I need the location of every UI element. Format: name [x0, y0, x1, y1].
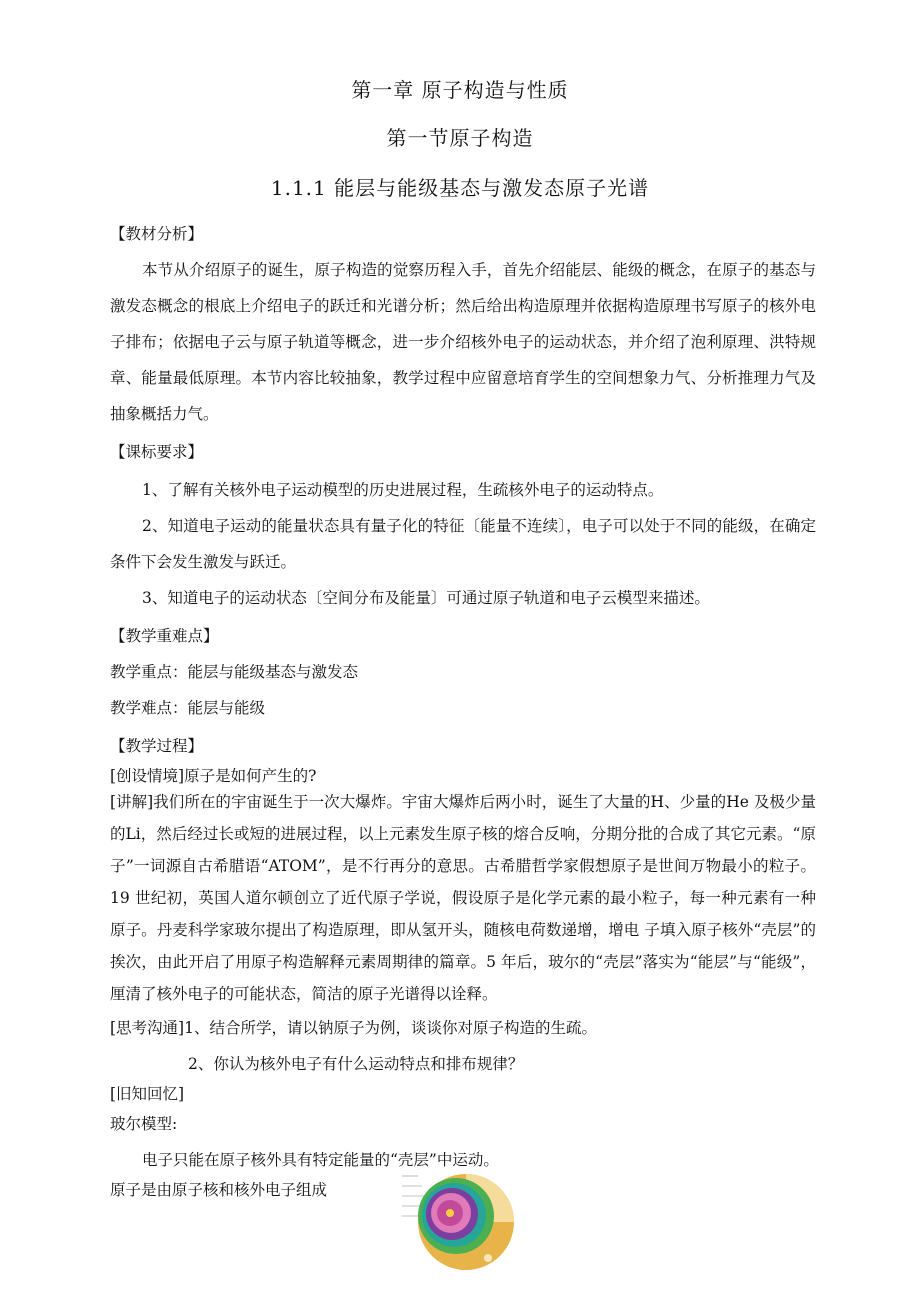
think-question-2: 2、你认为核外电子有什么运动特点和排布规律？ [188, 1055, 524, 1073]
textbook-analysis-body: 本节从介绍原子的诞生，原子构造的觉察历程入手，首先介绍能层、能级的概念，在原子的基态与激发态概念的根底上介绍电子的跃迁和光谱分析；然后给出构造原理并依据构造原理书写原子的核外电子排布；依据电子云与原子轨道等概念，进一步介绍核外电子的运动状态，并介绍了泡利原理、洪特规章、能量最低原理。本节内容比较抽象，教学过程中应留意培育学生的空间想象力气、分析推理力气及抽象概括力气。 [110, 261, 816, 423]
curriculum-item-3: 3、知道电子的运动状态〔空间分布及能量〕可通过原子轨道和电子云模型来描述。 [142, 589, 710, 607]
bohr-model-label: 玻尔模型: [110, 1115, 178, 1133]
bohr-description: 电子只能在原子核外具有特定能量的“壳层”中运动。 [142, 1151, 499, 1169]
curriculum-heading: 【课标要求】 [110, 443, 204, 461]
scenario-line: [创设情境]原子是如何产生的? [110, 767, 317, 785]
textbook-analysis-heading: 【教材分析】 [110, 225, 204, 243]
think-question-1: [思考沟通]1、结合所学，请以钠原子为例，谈谈你对原子构造的生疏。 [110, 1019, 597, 1037]
review-label: [旧知回忆] [110, 1085, 185, 1103]
difficult-point: 教学难点：能层与能级 [110, 699, 266, 717]
atom-composition: 原子是由原子核和核外电子组成 [110, 1181, 328, 1199]
key-difficult-heading: 【教学重难点】 [110, 627, 219, 645]
lesson-title: 1.1.1 能层与能级基态与激发态原子光谱 [270, 176, 650, 200]
atom-shell-diagram [396, 1166, 516, 1302]
nucleus [446, 1209, 454, 1217]
section-title: 第一节原子构造 [386, 126, 534, 150]
atom-shell-figure [396, 1166, 516, 1302]
chapter-title: 第一章 原子构造与性质 [351, 78, 569, 102]
curriculum-item-2: 2、知道电子运动的能量状态具有量子化的特征〔能量不连续〕，电子可以处于不同的能级，在确定条件下会发生激发与跃迁。 [110, 517, 816, 571]
curriculum-item-1: 1、了解有关核外电子运动模型的历史进展过程，生疏核外电子的运动特点。 [142, 481, 664, 499]
textbook-analysis-paragraph [110, 252, 816, 432]
lecture-paragraph [110, 786, 816, 1010]
key-point: 教学重点：能层与能级基态与激发态 [110, 663, 359, 681]
lecture-body: [讲解]我们所在的宇宙诞生于一次大爆炸。宇宙大爆炸后两小时，诞生了大量的H、少量的He 及极少量的Li，然后经过长或短的进展过程，以上元素发生原子核的熔合反响，分期分批的合成了其它元素。“原子”一词源自古希腊语“ATOM”，是不行再分的意思。古希腊哲学家假想原子是世间万物最小的粒子。19 世纪初，英国人道尔顿创立了近代原子学说，假设原子是化学元素的最小粒子，每一种元素有一种原子。丹麦科学家玻尔提出了构造原理，即从氢开头，随核电荷数递增，增电 子填入原子核外“壳层”的挨次，由此开启了用原子构造解释元素周期律的篇章。5 年后，玻尔的“壳层”落实为“能层”与“能级”，厘清了核外电子的可能状态，简洁的原子光谱得以诠释。 [110, 793, 816, 1003]
highlight [484, 1254, 492, 1262]
teaching-process-heading: 【教学过程】 [110, 737, 204, 755]
